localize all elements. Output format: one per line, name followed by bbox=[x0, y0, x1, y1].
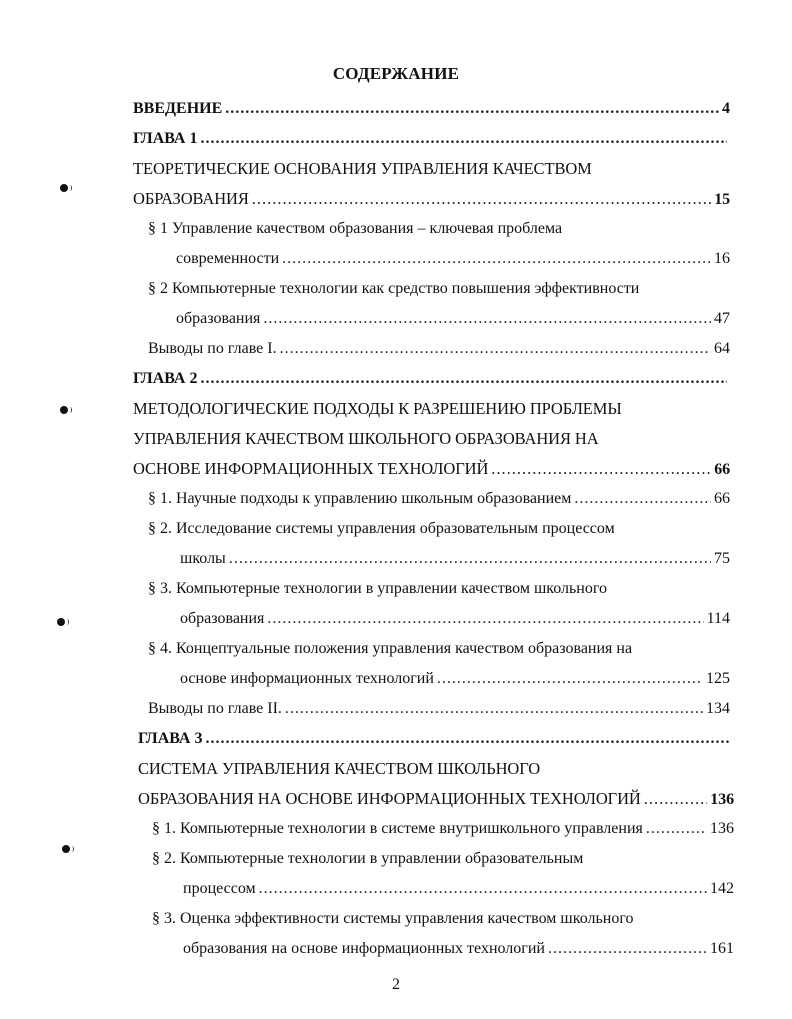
leader-dots bbox=[285, 696, 703, 722]
section-1-2-line1: § 2 Компьютерные технологии как средство повышения эффективности bbox=[148, 280, 640, 297]
toc-page-number: 134 bbox=[706, 700, 730, 717]
leader-dots bbox=[267, 606, 703, 632]
punch-hole-mark bbox=[62, 845, 70, 853]
leader-dots bbox=[282, 246, 711, 272]
toc-chapter-1-title[interactable] bbox=[133, 186, 730, 212]
leader-dots bbox=[259, 876, 707, 902]
leader-dots bbox=[252, 186, 711, 212]
chapter-title-line: ОБРАЗОВАНИЯ bbox=[133, 189, 249, 208]
section-3-3-line1: § 3. Оценка эффективности системы управления качеством школьного bbox=[152, 910, 634, 927]
toc-conclusions-2[interactable] bbox=[148, 696, 730, 722]
toc-section-2-1[interactable] bbox=[148, 486, 730, 512]
toc-page-number: 136 bbox=[710, 820, 734, 837]
section-title-line: образования bbox=[176, 310, 261, 327]
leader-dots bbox=[437, 666, 703, 692]
leader-dots bbox=[205, 726, 729, 752]
toc-section-1-1[interactable] bbox=[176, 246, 730, 272]
toc-page-number: 16 bbox=[714, 250, 730, 267]
leader-dots bbox=[229, 546, 711, 572]
page-number: 2 bbox=[392, 976, 400, 993]
section-title-line: основе информационных технологий bbox=[180, 670, 434, 687]
leader-dots bbox=[200, 366, 727, 392]
punch-hole-mark bbox=[60, 406, 68, 414]
chapter-2-title-line1: МЕТОДОЛОГИЧЕСКИЕ ПОДХОДЫ К РАЗРЕШЕНИЮ ПРОБЛЕМЫ bbox=[133, 399, 622, 418]
toc-page-number: 47 bbox=[714, 310, 730, 327]
leader-dots bbox=[548, 936, 707, 962]
toc-entry-intro[interactable] bbox=[133, 96, 730, 122]
chapter-heading: ГЛАВА 2 bbox=[133, 370, 198, 387]
chapter-heading: ГЛАВА 1 bbox=[133, 130, 198, 147]
toc-chapter-3-heading[interactable] bbox=[138, 726, 732, 752]
section-title-line: процессом bbox=[183, 880, 256, 897]
section-3-2-line1: § 2. Компьютерные технологии в управлении образовательным bbox=[152, 850, 584, 867]
section-title-line: образования bbox=[180, 610, 265, 627]
toc-conclusions-1[interactable] bbox=[148, 336, 730, 362]
toc-section-2-2[interactable] bbox=[180, 546, 730, 572]
toc-page-number: 66 bbox=[714, 490, 730, 507]
leader-dots bbox=[646, 816, 707, 842]
section-1-1-line1: § 1 Управление качеством образования – ключевая проблема bbox=[148, 220, 563, 237]
section-title-line: школы bbox=[180, 550, 226, 567]
chapter-1-title-line1: ТЕОРЕТИЧЕСКИЕ ОСНОВАНИЯ УПРАВЛЕНИЯ КАЧЕСТВОМ bbox=[133, 159, 592, 178]
toc-page-number: 136 bbox=[710, 791, 734, 808]
toc-chapter-2-title[interactable] bbox=[133, 456, 730, 482]
leader-dots bbox=[200, 126, 727, 152]
chapter-heading: ГЛАВА 3 bbox=[138, 730, 203, 747]
conclusions-label: Выводы по главе I. bbox=[148, 340, 277, 357]
punch-hole-mark bbox=[57, 618, 65, 626]
toc-page-number: 114 bbox=[706, 610, 730, 627]
toc-chapter-1-heading[interactable] bbox=[133, 126, 730, 152]
chapter-title-line: ОСНОВЕ ИНФОРМАЦИОННЫХ ТЕХНОЛОГИЙ bbox=[133, 459, 489, 478]
chapter-3-title-line1: СИСТЕМА УПРАВЛЕНИЯ КАЧЕСТВОМ ШКОЛЬНОГО bbox=[138, 759, 541, 778]
section-title-line: § 1. Научные подходы к управлению школьным образованием bbox=[148, 490, 572, 507]
toc-section-1-2[interactable] bbox=[176, 306, 730, 332]
section-title-line: образования на основе информационных технологий bbox=[183, 940, 545, 957]
section-2-2-line1: § 2. Исследование системы управления образовательным процессом bbox=[148, 520, 615, 537]
section-title-line: § 1. Компьютерные технологии в системе внутришкольного управления bbox=[152, 820, 643, 837]
toc-page-number: 66 bbox=[714, 461, 730, 478]
leader-dots bbox=[491, 456, 711, 482]
toc-page-number: 15 bbox=[714, 191, 730, 208]
toc-page-number: 64 bbox=[714, 340, 730, 357]
toc-section-2-4[interactable] bbox=[180, 666, 730, 692]
toc-section-2-3[interactable] bbox=[180, 606, 730, 632]
toc-section-3-2[interactable] bbox=[183, 876, 734, 902]
page-title: СОДЕРЖАНИЕ bbox=[332, 64, 460, 83]
chapter-2-title-line2: УПРАВЛЕНИЯ КАЧЕСТВОМ ШКОЛЬНОГО ОБРАЗОВАНИЯ НА bbox=[133, 429, 599, 448]
toc-entry-label: ВВЕДЕНИЕ bbox=[133, 100, 223, 117]
toc-page-number: 125 bbox=[706, 670, 730, 687]
leader-dots bbox=[644, 786, 708, 812]
toc-section-3-3[interactable] bbox=[183, 936, 734, 962]
chapter-title-line: ОБРАЗОВАНИЯ НА ОСНОВЕ ИНФОРМАЦИОННЫХ ТЕХНОЛОГИЙ bbox=[138, 789, 641, 808]
conclusions-label: Выводы по главе II. bbox=[148, 700, 282, 717]
toc-page-number: 142 bbox=[710, 880, 734, 897]
leader-dots bbox=[263, 306, 711, 332]
toc-page-number: 161 bbox=[710, 940, 734, 957]
leader-dots bbox=[280, 336, 711, 362]
section-2-3-line1: § 3. Компьютерные технологии в управлении качеством школьного bbox=[148, 580, 608, 597]
section-title-line: современности bbox=[176, 250, 280, 267]
toc-section-3-1[interactable] bbox=[152, 816, 734, 842]
leader-dots bbox=[225, 96, 719, 122]
toc-chapter-3-title[interactable] bbox=[138, 786, 734, 812]
toc-page-number: 75 bbox=[714, 550, 730, 567]
punch-hole-mark bbox=[60, 184, 68, 192]
toc-chapter-2-heading[interactable] bbox=[133, 366, 730, 392]
leader-dots bbox=[574, 486, 711, 512]
section-2-4-line1: § 4. Концептуальные положения управления качеством образования на bbox=[148, 640, 633, 657]
toc-page-number: 4 bbox=[722, 100, 730, 117]
